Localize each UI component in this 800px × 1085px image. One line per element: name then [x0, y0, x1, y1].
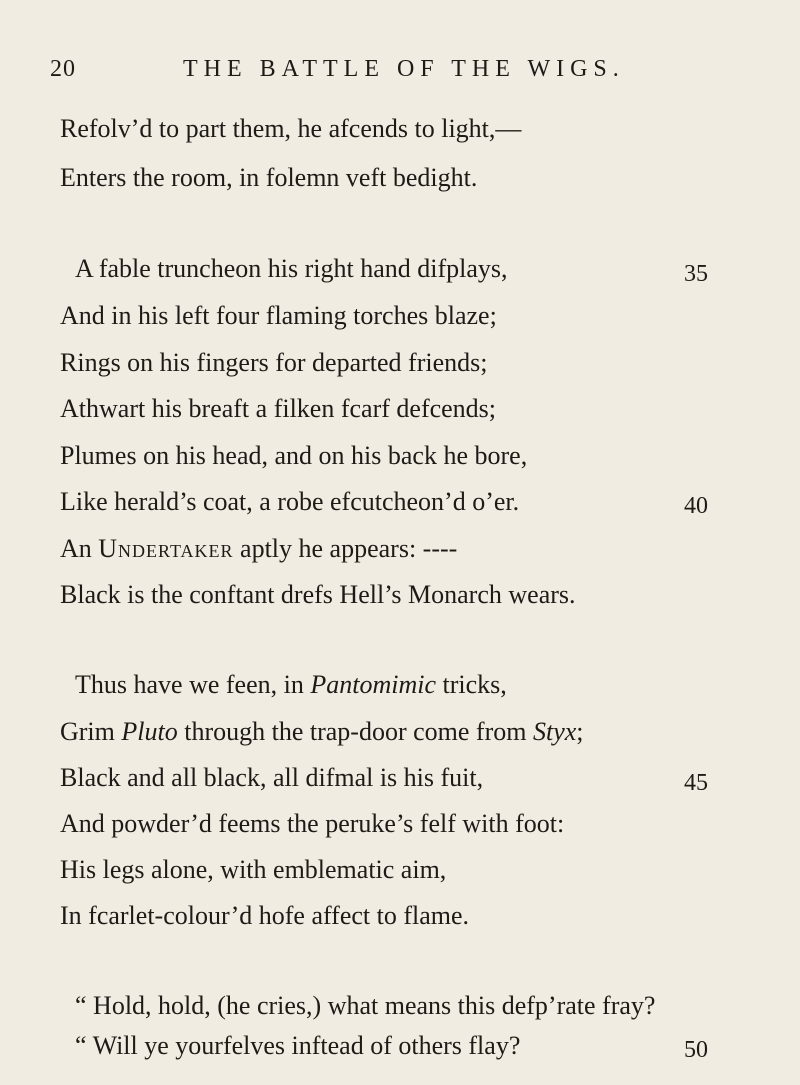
- verse-line: Rings on his fingers for departed friends;: [60, 348, 488, 377]
- page-number: 20: [50, 56, 76, 82]
- small-caps-word: Undertaker: [98, 534, 234, 563]
- verse-line: [75, 669, 507, 701]
- verse-line: And powder’d feems the peruke’s felf with foot:: [60, 809, 565, 838]
- verse-line: [60, 533, 457, 565]
- verse-line: Like herald’s coat, a robe efcutcheon’d o’er.: [60, 487, 520, 516]
- verse-line: Enters the room, in folemn veft bedight.: [60, 163, 478, 192]
- verse-text: An: [60, 534, 99, 563]
- verse-text: ;: [576, 717, 584, 746]
- line-number: 40: [684, 493, 708, 519]
- verse-line: A fable truncheon his right hand difplays,: [75, 254, 508, 283]
- verse-line: “ Hold, hold, (he cries,) what means this defp’rate fray?: [75, 991, 656, 1020]
- verse-line: Refolv’d to part them, he afcends to light,—: [60, 114, 522, 143]
- verse-text: aptly he appears: ----: [233, 534, 458, 563]
- line-number: 50: [684, 1037, 708, 1063]
- italic-word: Styx: [532, 717, 577, 746]
- verse-text: Thus have we feen, in: [75, 670, 311, 699]
- italic-word: Pantomimic: [310, 670, 437, 699]
- verse-line: Athwart his breaft a filken fcarf defcends;: [60, 394, 497, 423]
- italic-word: Pluto: [121, 717, 178, 746]
- verse-line: Black and all black, all difmal is his fuit,: [60, 763, 484, 792]
- running-title: THE BATTLE OF THE WIGS.: [183, 56, 625, 82]
- verse-text: Grim: [60, 717, 122, 746]
- verse-line: In fcarlet-colour’d hofe affect to flame.: [60, 901, 470, 930]
- line-number: 35: [684, 261, 708, 287]
- verse-line: [60, 716, 584, 748]
- verse-line: And in his left four flaming torches blaze;: [60, 301, 497, 330]
- verse-text: through the trap-door come from: [177, 717, 533, 746]
- page-header: [50, 56, 730, 90]
- verse-line: Black is the conftant drefs Hell’s Monarch wears.: [60, 580, 576, 609]
- line-number: 45: [684, 770, 708, 796]
- verse-line: Plumes on his head, and on his back he bore,: [60, 441, 528, 470]
- verse-text: tricks,: [436, 670, 507, 699]
- verse-line: His legs alone, with emblematic aim,: [60, 855, 447, 884]
- verse-line: “ Will ye yourfelves inftead of others flay?: [75, 1031, 521, 1060]
